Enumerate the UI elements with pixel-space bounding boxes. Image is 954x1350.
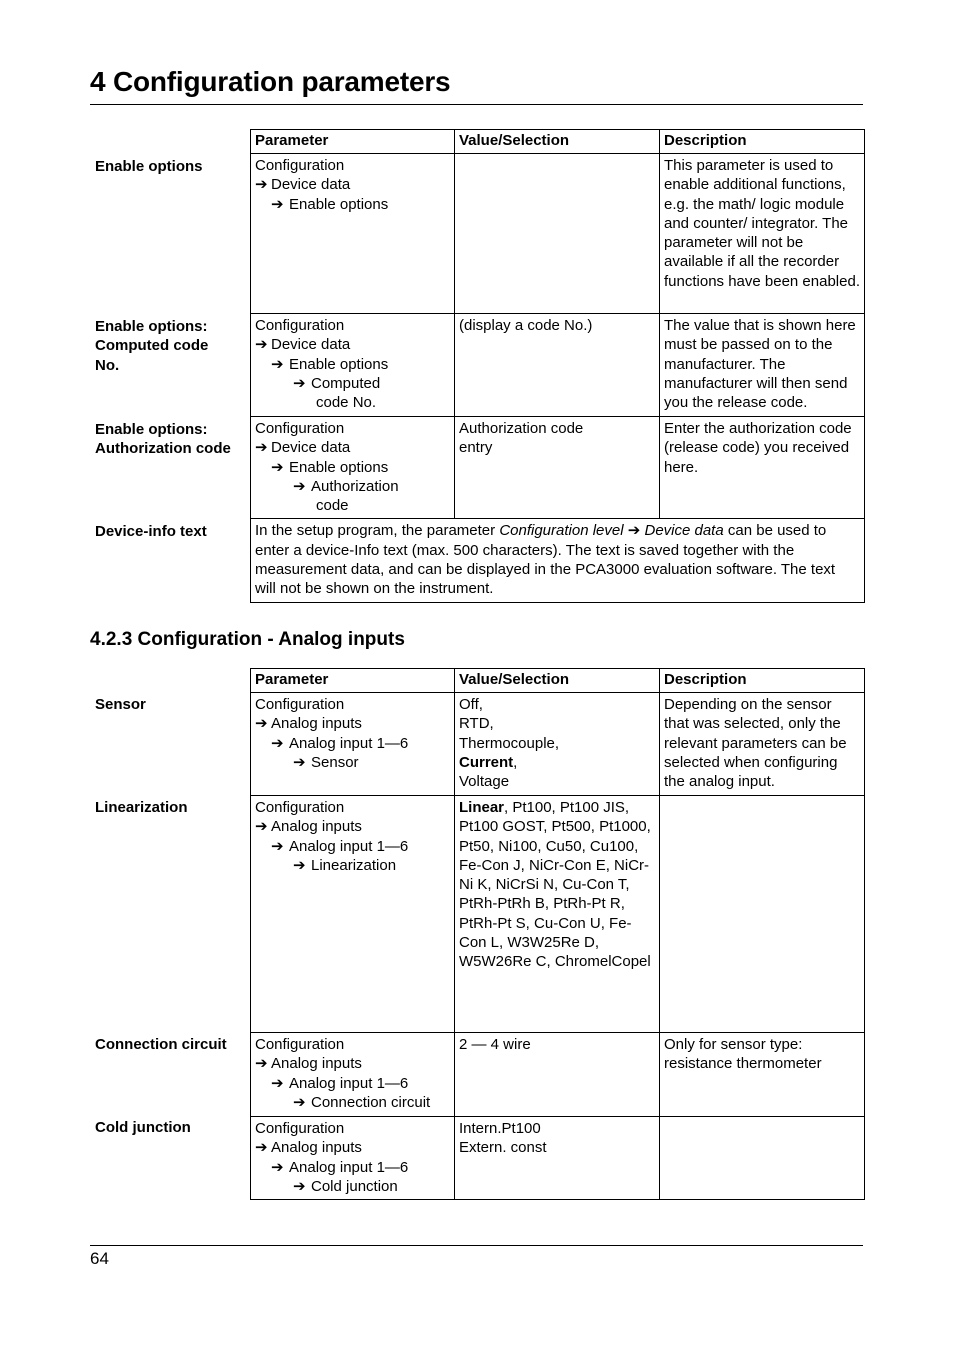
right-arrow-icon: ➔ <box>293 1177 306 1195</box>
right-arrow-icon: ➔ <box>271 1158 284 1176</box>
right-arrow-icon: ➔ <box>293 477 306 495</box>
table-header-row <box>251 130 865 154</box>
parameter-table-device-data <box>250 129 865 603</box>
param-path: Configuration ➔ Analog inputs ➔ Analog input 1—6 ➔ Cold junction <box>251 1117 455 1200</box>
right-arrow-icon: ➔ <box>255 1139 268 1157</box>
row-label-cold-junction: Cold junction <box>95 1119 191 1136</box>
table-header-row <box>251 669 865 693</box>
right-arrow-icon: ➔ <box>293 753 306 771</box>
table-row <box>251 693 865 796</box>
row-label-sensor: Sensor <box>95 696 146 713</box>
section-title: 4.2.3 Configuration - Analog inputs <box>90 629 405 650</box>
header-parameter: Parameter <box>251 669 455 693</box>
description-cell <box>660 796 865 1033</box>
right-arrow-icon: ➔ <box>293 374 306 392</box>
param-path: Configuration ➔ Analog inputs ➔ Analog input 1—6 ➔ Linearization <box>251 796 455 1033</box>
table-row <box>251 314 865 417</box>
header-value: Value/Selection <box>455 669 660 693</box>
value-cell: Intern.Pt100 Extern. const <box>455 1117 660 1200</box>
row-label-linearization: Linearization <box>95 799 188 816</box>
param-path: Configuration ➔ Analog inputs ➔ Analog input 1—6 ➔ Connection circuit <box>251 1033 455 1117</box>
table-row <box>251 796 865 1033</box>
right-arrow-icon: ➔ <box>255 176 268 194</box>
value-cell: Authorization code entry <box>455 417 660 519</box>
right-arrow-icon: ➔ <box>293 856 306 874</box>
right-arrow-icon: ➔ <box>271 195 284 213</box>
row-label-computed-code: Enable options: Computed code No. <box>95 318 209 374</box>
right-arrow-icon: ➔ <box>255 1055 268 1073</box>
param-path: Configuration ➔ Device data ➔ Enable options <box>251 154 455 314</box>
header-rule <box>90 104 863 105</box>
right-arrow-icon: ➔ <box>271 837 284 855</box>
value-cell: Off, RTD, Thermocouple, Current, Voltage <box>455 693 660 796</box>
row-label-enable-options: Enable options <box>95 158 203 175</box>
value-cell: (display a code No.) <box>455 314 660 417</box>
table-row <box>251 417 865 519</box>
row-label-device-info: Device-info text <box>95 523 207 540</box>
description-cell: Enter the authorization code (release code) you received here. <box>660 417 865 519</box>
param-path: Configuration ➔ Device data ➔ Enable options ➔ Computed code No. <box>251 314 455 417</box>
right-arrow-icon: ➔ <box>271 1074 284 1092</box>
table-row <box>251 1033 865 1117</box>
value-cell: Linear, Pt100, Pt100 JIS, Pt100 GOST, Pt500, Pt1000, Pt50, Ni100, Cu50, Cu100, Fe-Con J, NiCr-Con E, NiCr-Ni K, NiCrSi N, Cu-Con T, PtRh-PtRh B, PtRh-Pt R, PtRh-Pt S, Cu-Con U, Fe-Con L, W3W25Re D, W5W26Re C, ChromelCopel <box>455 796 660 1033</box>
row-label-authorization-code: Enable options: Authorization code <box>95 421 231 458</box>
footer-rule <box>90 1245 863 1246</box>
device-info-text: In the setup program, the parameter Configuration level ➔ Device data can be used to enter a device-Info text (max. 500 characters). The text is saved together with the measurement data, and can be displayed in the PCA3000 evaluation software. The text will not be shown on the instrument. <box>251 519 865 603</box>
param-path: Configuration ➔ Analog inputs ➔ Analog input 1—6 ➔ Sensor <box>251 693 455 796</box>
description-cell: Depending on the sensor that was selected, only the relevant parameters can be selected when configuring the analog input. <box>660 693 865 796</box>
table-row <box>251 1117 865 1200</box>
description-cell: This parameter is used to enable additional functions, e.g. the math/ logic module and counter/ integrator. The parameter will not be available if all the recorder functions have been enabled. <box>660 154 865 314</box>
right-arrow-icon: ➔ <box>271 734 284 752</box>
page-number: 64 <box>90 1249 109 1268</box>
header-description: Description <box>660 669 865 693</box>
header-parameter: Parameter <box>251 130 455 154</box>
description-cell: Only for sensor type: resistance thermometer <box>660 1033 865 1117</box>
table-row-device-info <box>251 519 865 603</box>
right-arrow-icon: ➔ <box>271 458 284 476</box>
right-arrow-icon: ➔ <box>255 715 268 733</box>
right-arrow-icon: ➔ <box>271 355 284 373</box>
parameter-table-analog-inputs <box>250 668 865 1200</box>
right-arrow-icon: ➔ <box>255 439 268 457</box>
right-arrow-icon: ➔ <box>255 336 268 354</box>
row-label-connection-circuit: Connection circuit <box>95 1036 227 1053</box>
right-arrow-icon: ➔ <box>293 1093 306 1111</box>
description-cell: The value that is shown here must be passed on to the manufacturer. The manufacturer will then send you the release code. <box>660 314 865 417</box>
header-description: Description <box>660 130 865 154</box>
table-row <box>251 154 865 314</box>
description-cell <box>660 1117 865 1200</box>
right-arrow-icon: ➔ <box>255 818 268 836</box>
value-cell: 2 — 4 wire <box>455 1033 660 1117</box>
param-path: Configuration ➔ Device data ➔ Enable options ➔ Authorization code <box>251 417 455 519</box>
header-value: Value/Selection <box>455 130 660 154</box>
right-arrow-icon: ➔ <box>627 522 641 540</box>
value-cell <box>455 154 660 314</box>
chapter-title: 4 Configuration parameters <box>90 66 451 97</box>
